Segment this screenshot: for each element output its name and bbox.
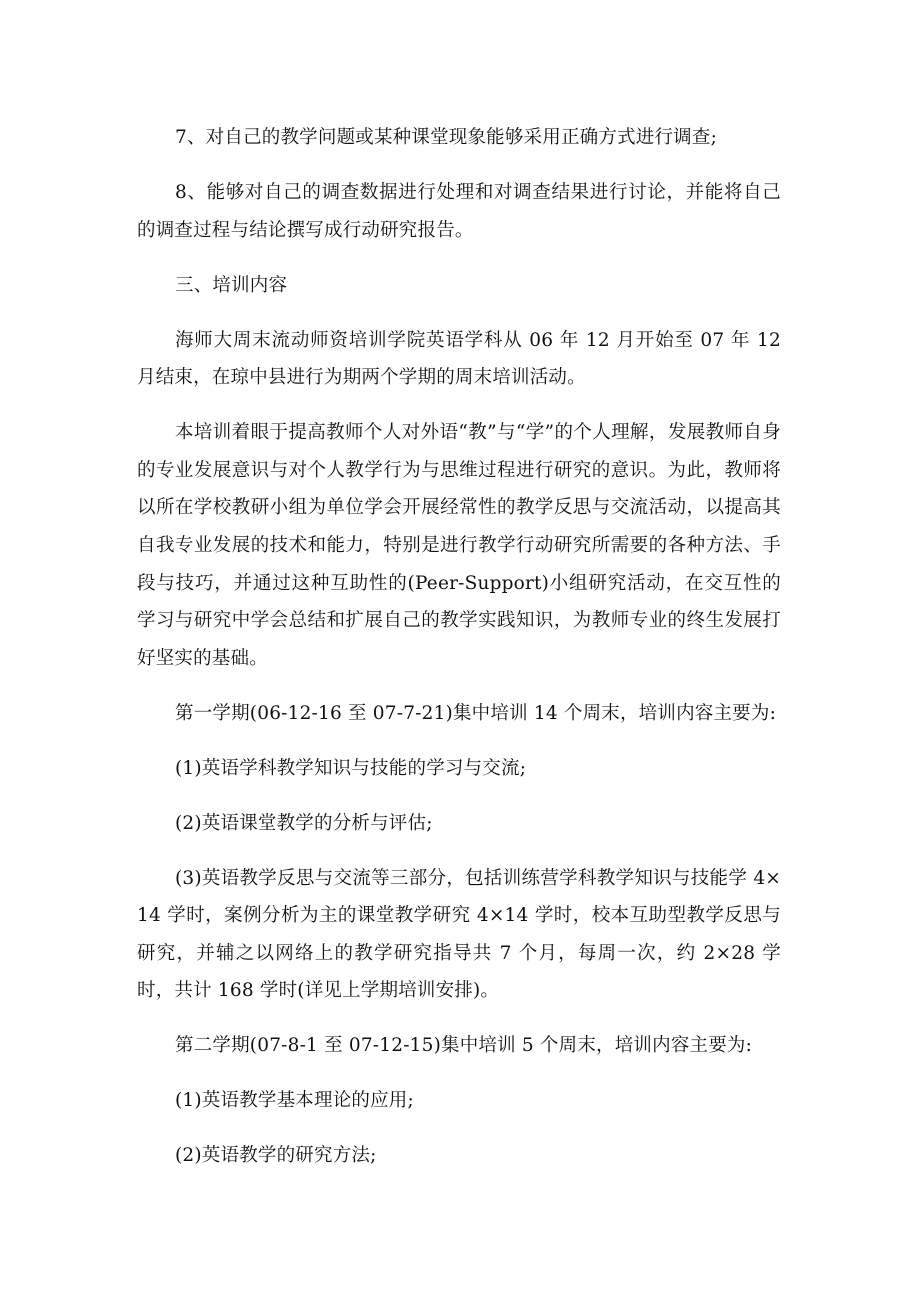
- paragraph-training-goals: 本培训着眼于提高教师个人对外语“教”与“学”的个人理解，发展教师自身的专业发展意识与对个人教学行为与思维过程进行研究的意识。为此，教师将以所在学校教研小组为单位学会开展经常性的教学反思与交流活动，以提高其自我专业发展的技术和能力，特别是进行教学行动研究所需要的各种方法、手段与技巧，并通过这种互助性的(Peer-Support)小组研究活动，在交互性的学习与研究中学会总结和扩展自己的教学实践知识，为教师专业的终生发展打好坚实的基础。: [137, 422, 781, 669]
- document-page: [137, 119, 781, 1192]
- first-semester-item-2: (2)英语课堂教学的分析与评估;: [175, 812, 433, 834]
- section-heading-training-content: 三、培训内容: [175, 274, 288, 296]
- paragraph-training-period: 海师大周末流动师资培训学院英语学科从 06 年 12 月开始至 07 年 12 月结束，在琼中县进行为期两个学期的周末培训活动。: [137, 329, 781, 389]
- first-semester-item-1: (1)英语学科教学知识与技能的学习与交流;: [175, 757, 527, 779]
- paragraph-first-semester: 第一学期(06-12-16 至 07-7-21)集中培训 14 个周末，培训内容主要为:: [175, 702, 777, 724]
- first-semester-item-3: (3)英语教学反思与交流等三部分，包括训练营学科教学知识与技能学 4×14 学时，案例分析为主的课堂教学研究 4×14 学时，校本互助型教学反思与研究，并辅之以网络上的教学研究指导共 7 个月，每周一次，约 2×28 学时，共计 168 学时(详见上学期培训安排)。: [137, 867, 781, 1002]
- objective-item-8: 8、能够对自己的调查数据进行处理和对调查结果进行讨论，并能将自己的调查过程与结论撰写成行动研究报告。: [137, 181, 781, 241]
- second-semester-item-1: (1)英语教学基本理论的应用;: [175, 1090, 414, 1112]
- second-semester-item-2: (2)英语教学的研究方法;: [175, 1145, 377, 1167]
- objective-item-7: 7、对自己的教学问题或某种课堂现象能够采用正确方式进行调查;: [175, 127, 718, 148]
- paragraph-second-semester: 第二学期(07-8-1 至 07-12-15)集中培训 5 个周末，培训内容主要为:: [175, 1035, 753, 1057]
